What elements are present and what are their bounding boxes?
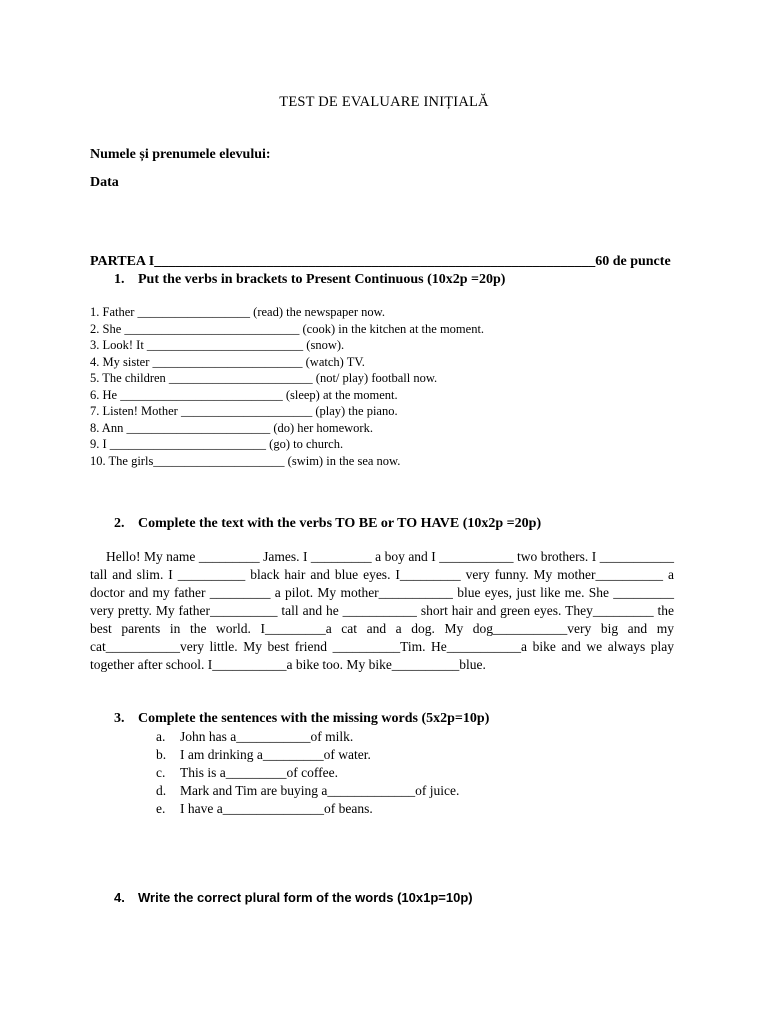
exercise-2-number: 2.: [114, 516, 125, 531]
exercise-1-item: 8. Ann _______________________ (do) her homework.: [90, 420, 373, 435]
exercise-1-heading: [114, 272, 505, 288]
item-marker: c.: [156, 765, 166, 780]
exercise-1-item: 3. Look! It _________________________ (snow).: [90, 338, 345, 352]
part-one-header: PARTEA I_______________________________________________________________60 de puncte: [90, 254, 671, 269]
item-text: I am drinking a_________of water.: [180, 747, 371, 762]
exercise-4-number: 4.: [114, 890, 125, 905]
item-marker: e.: [156, 801, 166, 816]
exercise-3-item: [156, 764, 459, 782]
exercise-3-number: 3.: [114, 711, 125, 726]
exercise-4-heading: [114, 890, 473, 905]
exercise-3-item: [156, 728, 459, 746]
exercise-3-item: [156, 746, 459, 764]
exercise-3-list: [156, 728, 459, 818]
exercise-1-item: 1. Father __________________ (read) the newspaper now.: [90, 305, 385, 319]
exercise-3-item: [156, 782, 459, 800]
exercise-3-title: Complete the sentences with the missing words (5x2p=10p): [138, 711, 490, 726]
item-text: This is a_________of coffee.: [180, 765, 338, 780]
exercise-1-title: Put the verbs in brackets to Present Continuous (10x2p =20p): [138, 272, 506, 287]
student-name-label: Numele și prenumele elevului:: [90, 147, 271, 162]
item-marker: d.: [156, 783, 167, 798]
exercise-1-item: 5. The children _______________________ (not/ play) football now.: [90, 371, 438, 385]
exercise-1-item: 9. I _________________________ (go) to church.: [90, 437, 344, 451]
exercise-2-heading: [114, 516, 541, 532]
exercise-3-item: [156, 800, 459, 818]
item-text: I have a_______________of beans.: [180, 801, 373, 816]
date-label: Data: [90, 175, 119, 190]
item-text: Mark and Tim are buying a_____________of juice.: [180, 783, 460, 798]
exercise-1-item: 7. Listen! Mother _____________________ (play) the piano.: [90, 404, 398, 418]
exercise-2-text: [90, 548, 674, 674]
exercise-1-list: [90, 304, 484, 469]
exercise-1-item: 10. The girls_____________________ (swim) in the sea now.: [90, 453, 401, 468]
item-marker: b.: [156, 747, 167, 762]
exercise-1-item: 4. My sister ________________________ (watch) TV.: [90, 354, 365, 369]
exercise-1-number: 1.: [114, 272, 125, 287]
exercise-4-title: Write the correct plural form of the words: [138, 890, 394, 905]
exercise-2-paragraph: Hello! My name _________ James. I _________ a boy and I ___________ two brothers. I ___________ tall and slim. I __________ black hair and blue eyes. I_________ very funny. My mother__________ a doctor and my father _________ a pilot. My mother___________ blue eyes, just like me. She _________ very pretty. My father__________ tall and he ___________ short hair and green eyes. They_________ the best parents in the world. I_________a cat and a dog. My dog___________very big and my cat___________very little. My best friend __________Tim. He___________a bike and we always play together after school. I___________a bike too. My bike__________blue.: [90, 549, 674, 672]
exercise-1-item: 6. He __________________________ (sleep) at the moment.: [90, 387, 398, 402]
exercise-4-points: (10x1p=10p): [397, 890, 473, 905]
exercise-1-item: 2. She ____________________________ (cook) in the kitchen at the moment.: [90, 321, 485, 336]
test-title: TEST DE EVALUARE INIȚIALĂ: [279, 94, 489, 110]
exercise-2-title: Complete the text with the verbs TO BE or TO HAVE (10x2p =20p): [138, 516, 542, 531]
item-marker: a.: [156, 729, 166, 744]
item-text: John has a___________of milk.: [180, 729, 354, 744]
exercise-3-heading: [114, 711, 489, 727]
